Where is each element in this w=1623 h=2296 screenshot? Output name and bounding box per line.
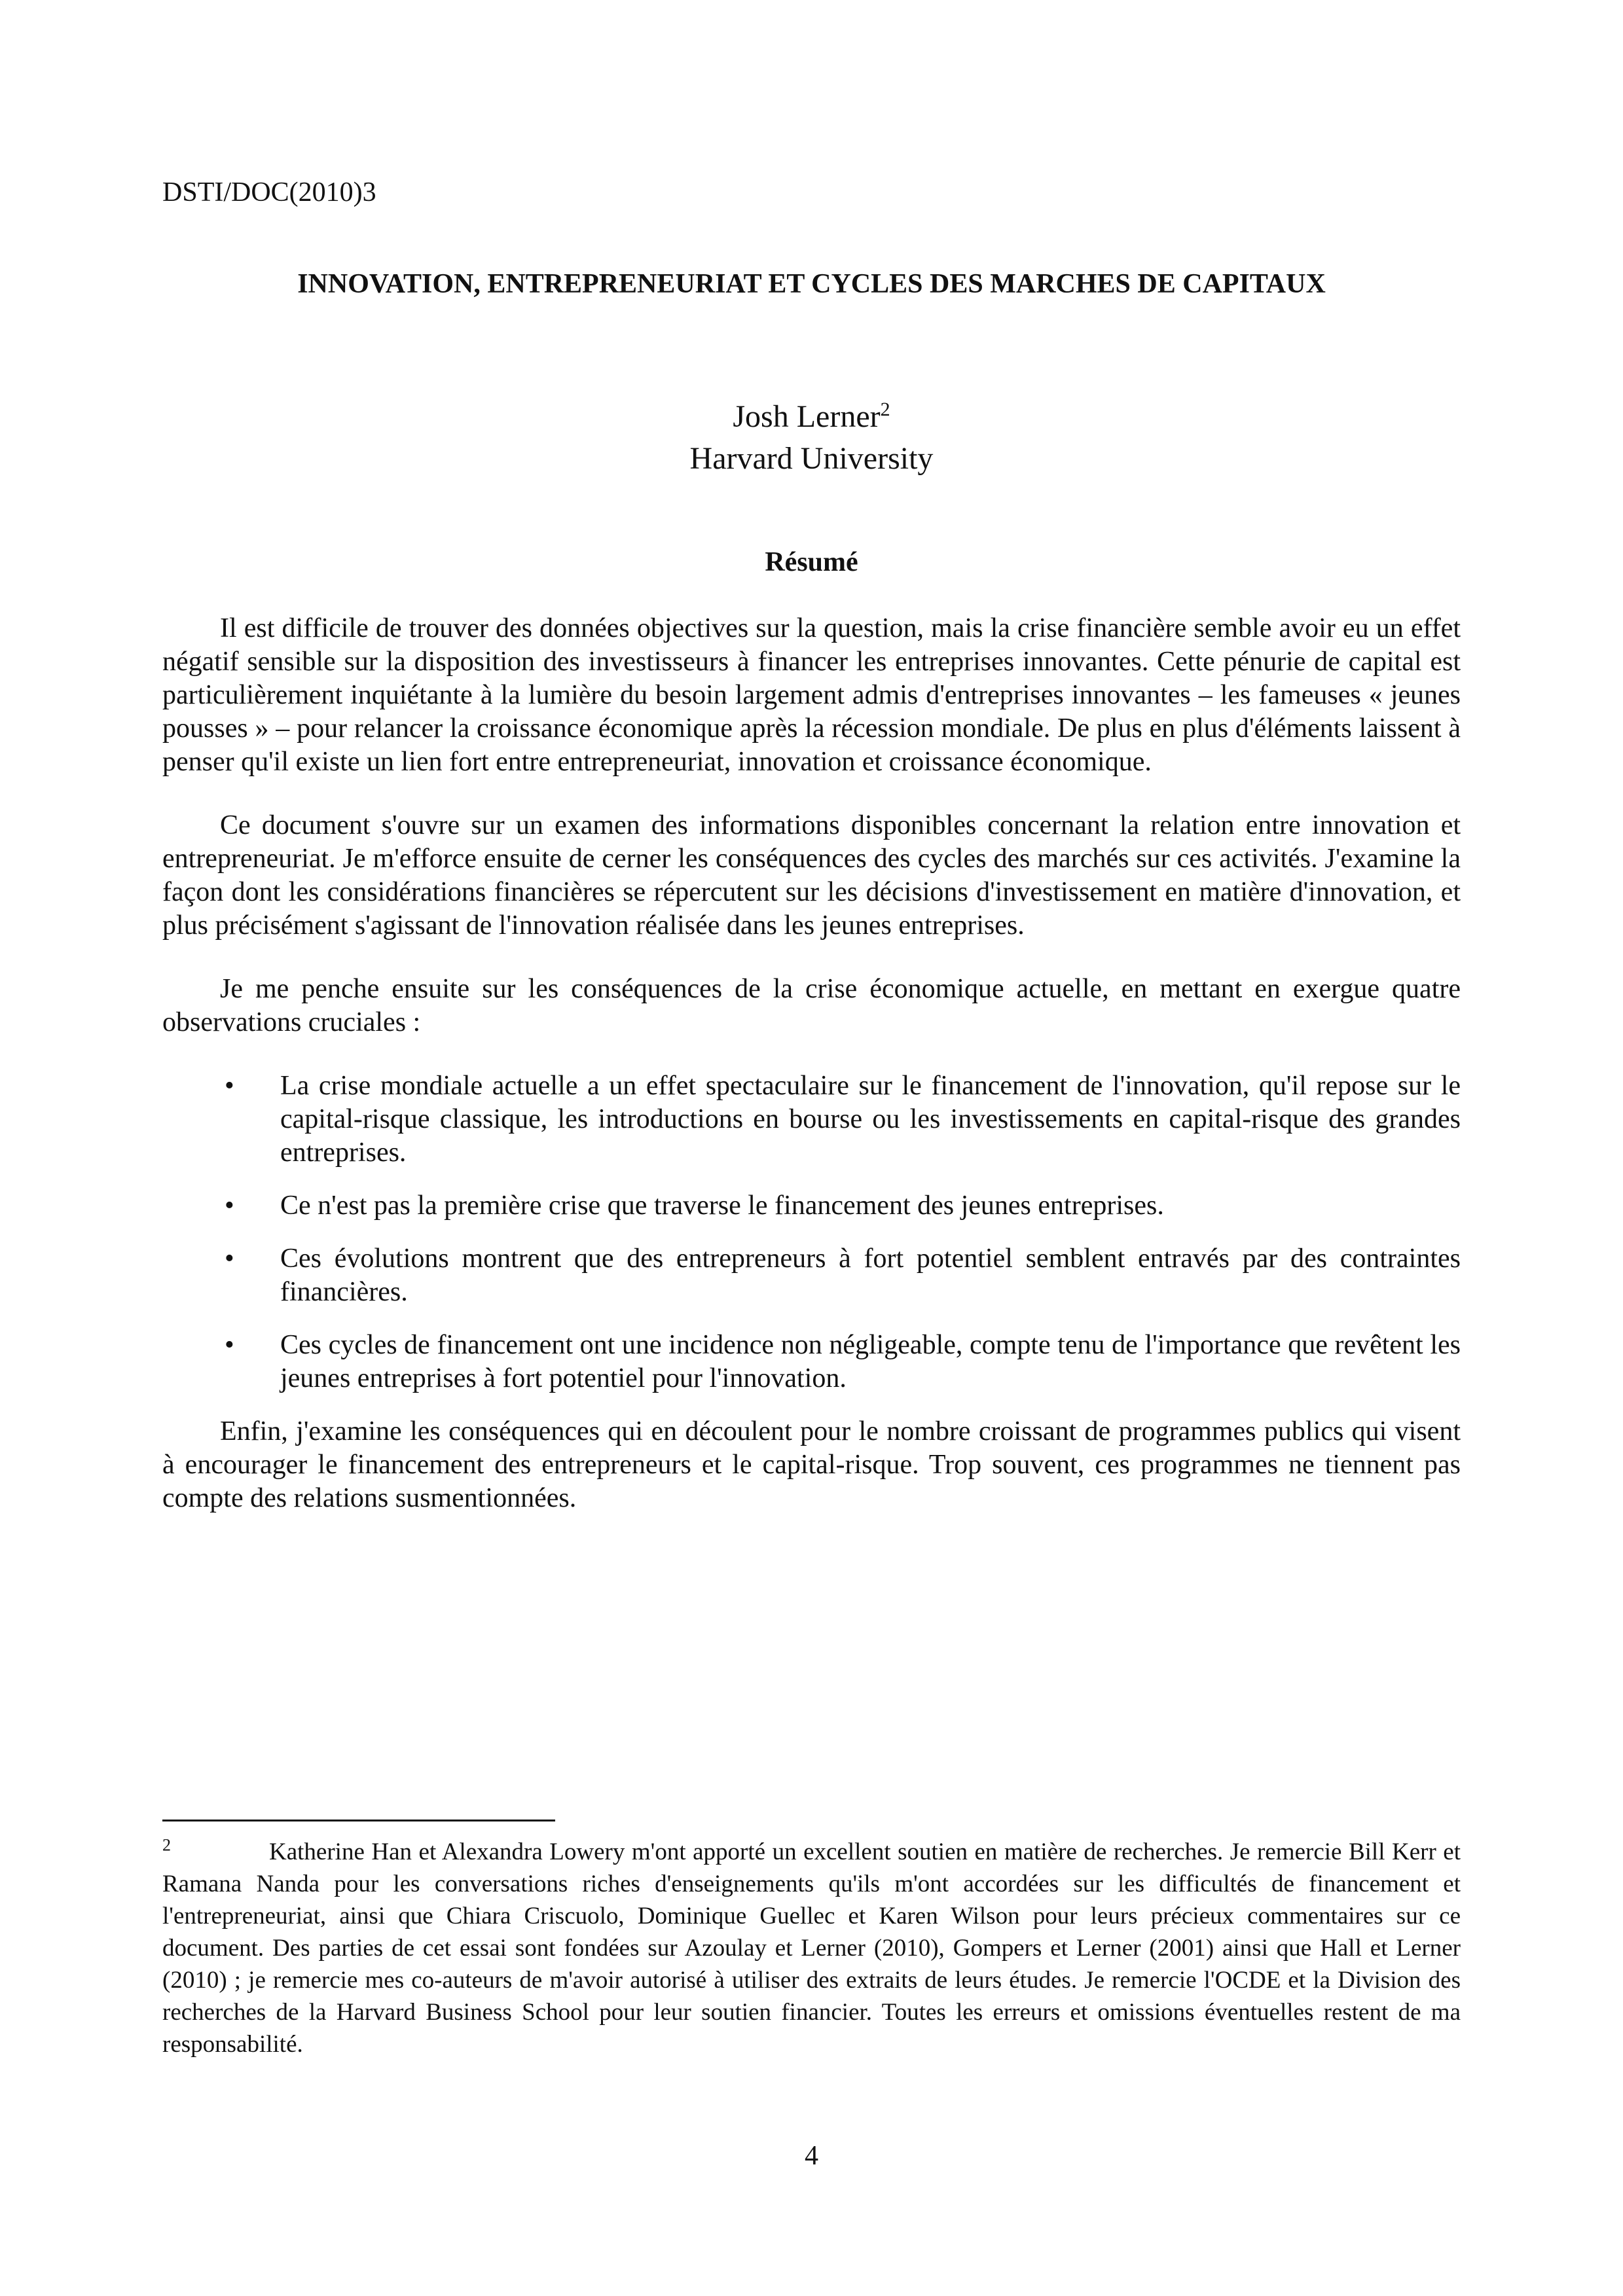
list-item: [162, 1329, 1461, 1395]
author-line: [162, 396, 1461, 438]
list-item: [162, 1242, 1461, 1309]
footnote-number: 2: [162, 1835, 171, 1855]
abstract-body: [162, 612, 1461, 1545]
page-number: 4: [805, 2141, 818, 2171]
paragraph-1: Il est difficile de trouver des données objectives sur la question, mais la crise financière semble avoir eu un effet négatif sensible sur la disposition des investisseurs à financer les entreprises innovantes. Cette pénurie de capital est particulièrement inquiétante à la lumière du besoin largement admis d'entreprises innovantes – les fameuses « jeunes pousses » – pour relancer la croissance économique après la récession mondiale. De plus en plus d'éléments laissent à penser qu'il existe un lien fort entre entrepreneuriat, innovation et croissance économique.: [162, 613, 1461, 777]
author-block: [162, 396, 1461, 480]
bullet-icon: •: [225, 1191, 234, 1221]
list-item-text: Ces cycles de financement ont une incidence non négligeable, compte tenu de l'importance que revêtent les jeunes entreprises à fort potentiel pour l'innovation.: [280, 1330, 1461, 1393]
observations-list: [162, 1069, 1461, 1395]
bullet-icon: •: [225, 1071, 234, 1101]
document-reference: DSTI/DOC(2010)3: [162, 177, 376, 207]
footnote-text: Katherine Han et Alexandra Lowery m'ont apporté un excellent soutien en matière de recherches. Je remercie Bill Kerr et Ramana Nanda pour les conversations riches d'enseignements qu'ils m'ont accordées sur les difficultés de financement et l'entrepreneuriat, ainsi que Chiara Criscuolo, Dominique Guellec et Karen Wilson pour leurs précieux commentaires sur ce document. Des parties de cet essai sont fondées sur Azoulay et Lerner (2010), Gompers et Lerner (2001) ainsi que Hall et Lerner (2010) ; je remercie mes co-auteurs de m'avoir autorisé à utiliser des extraits de leurs études. Je remercie l'OCDE et la Division des recherches de la Harvard Business School pour leur soutien financier. Toutes les erreurs et omissions éventuelles restent de ma responsabilité.: [162, 1839, 1461, 2058]
abstract-heading: Résumé: [765, 547, 858, 577]
footnote: [162, 1836, 1461, 2060]
list-item: [162, 1189, 1461, 1223]
list-item-text: La crise mondiale actuelle a un effet spectaculaire sur le financement de l'innovation, qu'il repose sur le capital-risque classique, les introductions en bourse ou les investissements en capital-risque des grandes entreprises.: [280, 1071, 1461, 1168]
document-title: INNOVATION, ENTREPRENEURIAT ET CYCLES DES MARCHES DE CAPITAUX: [297, 269, 1326, 299]
author-affiliation: Harvard University: [689, 441, 934, 476]
author-name: Josh Lerner: [733, 399, 881, 434]
paragraph-2: Ce document s'ouvre sur un examen des informations disponibles concernant la relation entre innovation et entrepreneuriat. Je m'efforce ensuite de cerner les conséquences des cycles des marchés sur ces activités. J'examine la façon dont les considérations financières se répercutent sur les décisions d'investissement en matière d'innovation, et plus précisément s'agissant de l'innovation réalisée dans les jeunes entreprises.: [162, 810, 1461, 941]
bullet-icon: •: [225, 1330, 234, 1360]
author-footnote-marker[interactable]: 2: [880, 399, 890, 420]
paragraph-3: Je me penche ensuite sur les conséquences de la crise économique actuelle, en mettant en exergue quatre observations cruciales :: [162, 974, 1461, 1037]
bullet-icon: •: [225, 1244, 234, 1274]
list-item-text: Ce n'est pas la première crise que traverse le financement des jeunes entreprises.: [280, 1191, 1164, 1221]
footnote-divider: [162, 1820, 555, 1821]
list-item-text: Ces évolutions montrent que des entrepreneurs à fort potentiel semblent entravés par des contraintes financières.: [280, 1244, 1461, 1307]
list-item: [162, 1069, 1461, 1170]
closing-paragraph: Enfin, j'examine les conséquences qui en découlent pour le nombre croissant de programmes publics qui visent à encourager le financement des entrepreneurs et le capital-risque. Trop souvent, ces programmes ne tiennent pas compte des relations susmentionnées.: [162, 1416, 1461, 1513]
